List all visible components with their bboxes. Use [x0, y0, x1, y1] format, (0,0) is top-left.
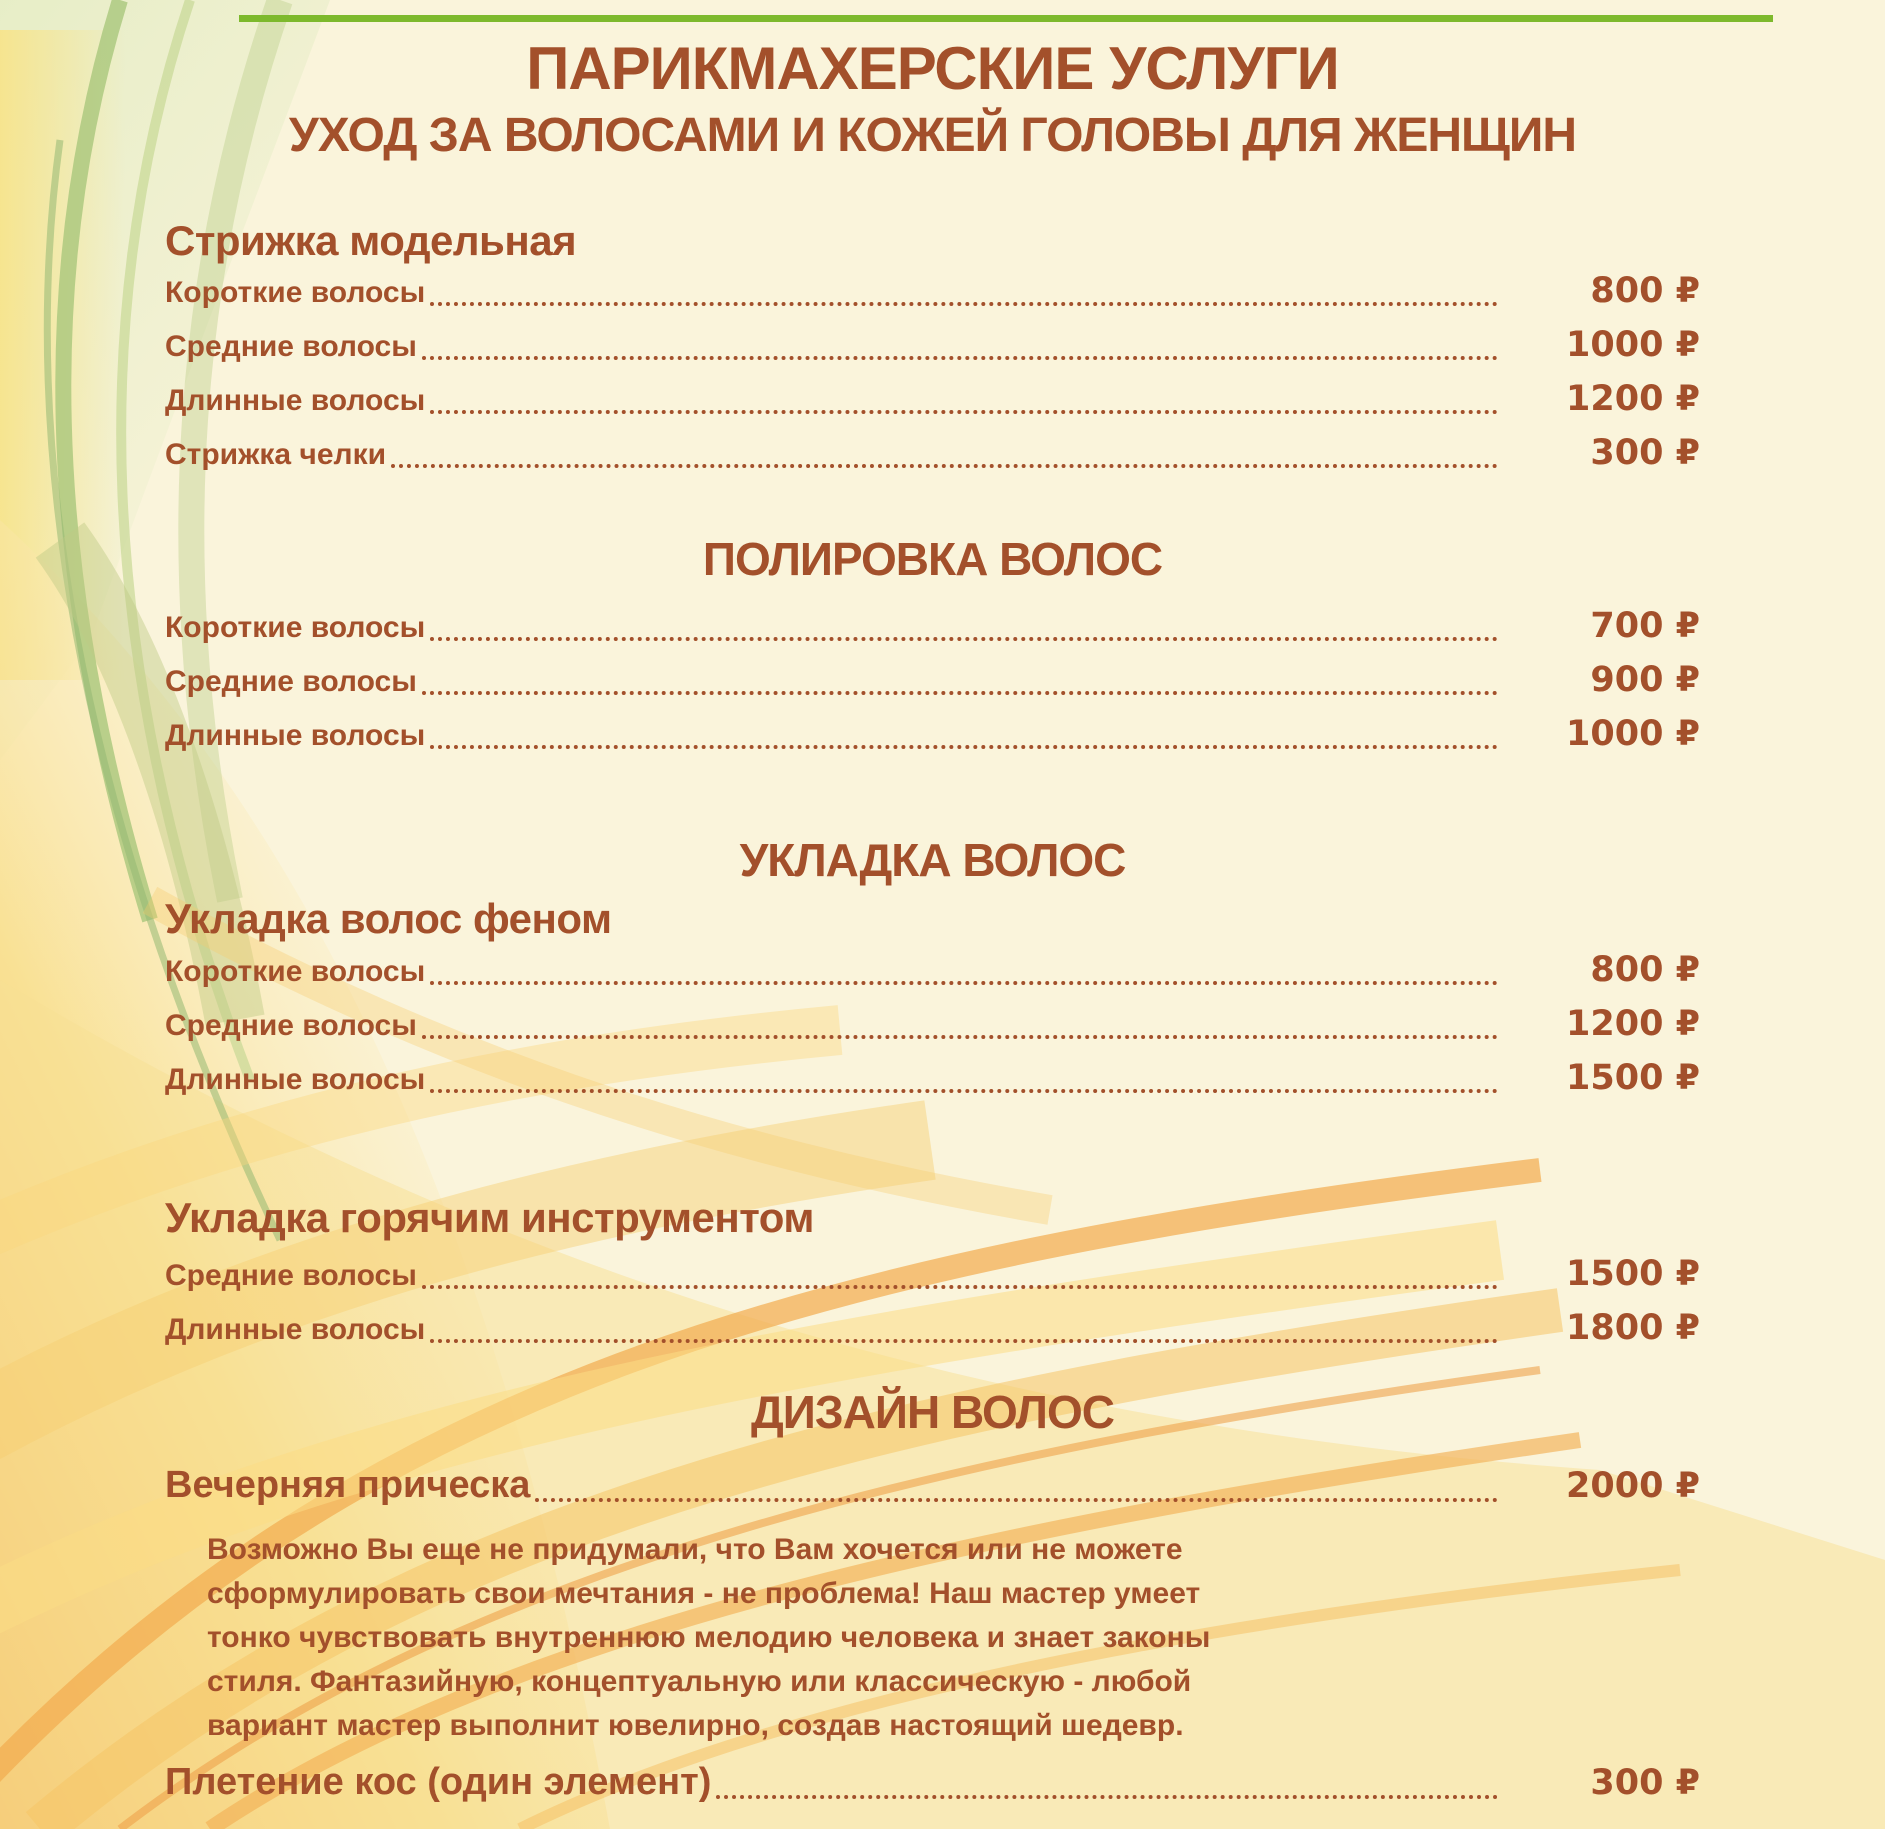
dotted-leader — [716, 1795, 1498, 1799]
dotted-leader — [430, 981, 1498, 985]
price-row — [165, 708, 1700, 762]
dotted-leader — [430, 1339, 1498, 1343]
service-label: Стрижка челки — [165, 438, 387, 472]
dotted-leader — [391, 464, 1498, 468]
price-row — [165, 373, 1700, 427]
service-label: Длинные волосы — [165, 384, 426, 418]
price-row — [165, 1248, 1700, 1302]
service-label: Плетение кос (один элемент) — [165, 1760, 712, 1803]
service-label: Средние волосы — [165, 330, 417, 364]
price-row — [165, 1750, 1700, 1815]
design-note: Возможно Вы еще не придумали, что Вам хочется или не можете сформулировать свои мечтания - не проблема! Наш мастер умеет тонко чувствовать внутреннюю мелодию человека и знает законы стиля. Фантазийную, концептуальную или классическую - любой вариант мастер выполнит ювелирно, создав настоящий шедевр. — [207, 1532, 1211, 1742]
service-price: 300 ₽ — [1590, 1762, 1700, 1803]
service-price: 900 ₽ — [1590, 660, 1700, 701]
price-row — [165, 1453, 1700, 1518]
price-row — [165, 1302, 1700, 1356]
top-divider — [239, 15, 1773, 22]
service-label: Короткие волосы — [165, 611, 426, 645]
dotted-leader — [422, 691, 1498, 695]
service-price: 300 ₽ — [1590, 433, 1700, 474]
page-title: ПАРИКМАХЕРСКИЕ УСЛУГИ — [526, 35, 1339, 102]
service-price: 1000 ₽ — [1566, 714, 1700, 755]
price-row — [165, 654, 1700, 708]
service-price: 2000 ₽ — [1566, 1465, 1700, 1506]
price-list-content — [0, 36, 1885, 1815]
service-label: Короткие волосы — [165, 276, 426, 310]
service-label: Вечерняя прическа — [165, 1463, 531, 1506]
service-price: 1200 ₽ — [1566, 1003, 1700, 1044]
service-label: Длинные волосы — [165, 719, 426, 753]
section-heading-design: ДИЗАЙН ВОЛОС — [751, 1385, 1114, 1438]
price-row — [165, 427, 1700, 481]
subheading-hot-tools: Укладка горячим инструментом — [165, 1193, 814, 1241]
service-label: Короткие волосы — [165, 954, 426, 988]
service-price: 1500 ₽ — [1566, 1253, 1700, 1294]
service-price: 1800 ₽ — [1566, 1307, 1700, 1348]
dotted-leader — [535, 1498, 1498, 1502]
service-price: 800 ₽ — [1590, 949, 1700, 990]
dotted-leader — [430, 745, 1498, 749]
dotted-leader — [422, 1285, 1498, 1289]
price-row — [165, 1052, 1700, 1106]
page-subtitle: УХОД ЗА ВОЛОСАМИ И КОЖЕЙ ГОЛОВЫ ДЛЯ ЖЕНЩИН — [288, 109, 1577, 162]
service-label: Средние волосы — [165, 665, 417, 699]
dotted-leader — [422, 1035, 1498, 1039]
service-label: Средние волосы — [165, 1008, 417, 1042]
price-row — [165, 265, 1700, 319]
service-price: 800 ₽ — [1590, 271, 1700, 312]
price-row — [165, 600, 1700, 654]
service-price: 1200 ₽ — [1566, 379, 1700, 420]
service-price: 700 ₽ — [1590, 606, 1700, 647]
subheading-model-haircut: Стрижка модельная — [165, 217, 577, 265]
dotted-leader — [422, 356, 1498, 360]
service-price: 1000 ₽ — [1566, 325, 1700, 366]
price-row — [165, 944, 1700, 998]
subheading-blow-dry: Укладка волос феном — [165, 895, 612, 943]
section-heading-polishing: ПОЛИРОВКА ВОЛОС — [702, 533, 1163, 586]
section-hair-polishing — [165, 533, 1700, 762]
dotted-leader — [430, 637, 1498, 641]
dotted-leader — [430, 410, 1498, 414]
price-row — [165, 998, 1700, 1052]
section-hair-design — [165, 1386, 1700, 1815]
section-hair-styling — [165, 834, 1700, 1355]
service-label: Длинные волосы — [165, 1062, 426, 1096]
dotted-leader — [430, 302, 1498, 306]
service-label: Длинные волосы — [165, 1312, 426, 1346]
section-heading-styling: УКЛАДКА ВОЛОС — [739, 834, 1126, 887]
service-label: Средние волосы — [165, 1258, 417, 1292]
dotted-leader — [430, 1089, 1498, 1093]
service-price: 1500 ₽ — [1566, 1057, 1700, 1098]
section-model-haircut — [165, 217, 1700, 481]
price-row — [165, 319, 1700, 373]
